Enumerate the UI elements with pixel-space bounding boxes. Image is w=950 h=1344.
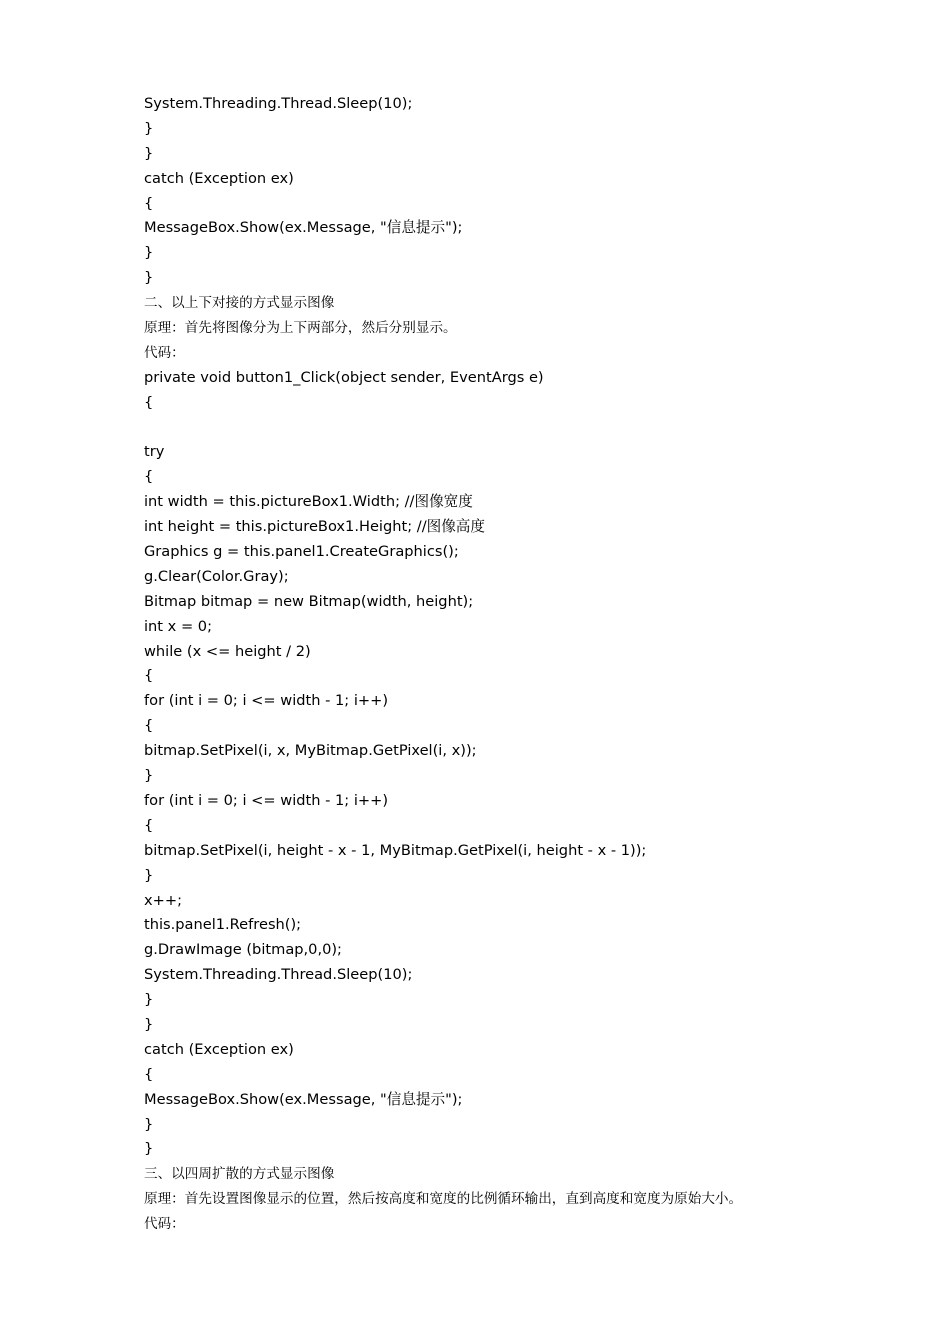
code-line: { xyxy=(144,194,154,212)
code-line: bitmap.SetPixel(i, x, MyBitmap.GetPixel(i, x)); xyxy=(144,742,477,760)
blank-line xyxy=(144,416,864,441)
code-line: } xyxy=(144,144,154,162)
code-line: x++; xyxy=(144,891,183,909)
code-line: MessageBox.Show(ex.Message, "信息提示"); xyxy=(144,1090,463,1108)
text-line: 二、以上下对接的方式显示图像 xyxy=(144,295,335,312)
code-line: } xyxy=(144,866,154,884)
code-line: private void button1_Click(object sender, EventArgs e) xyxy=(144,368,544,386)
code-line: while (x <= height / 2) xyxy=(144,642,311,660)
code-line: } xyxy=(144,244,154,262)
code-line: Bitmap bitmap = new Bitmap(width, height); xyxy=(144,592,474,610)
text-line: 代码： xyxy=(144,1216,185,1233)
code-line: { xyxy=(144,717,154,735)
code-line: MessageBox.Show(ex.Message, "信息提示"); xyxy=(144,219,463,237)
code-line: } xyxy=(144,767,154,785)
code-line: Graphics g = this.panel1.CreateGraphics(); xyxy=(144,543,459,561)
code-line: { xyxy=(144,393,154,411)
code-line: bitmap.SetPixel(i, height - x - 1, MyBitmap.GetPixel(i, height - x - 1)); xyxy=(144,841,647,859)
code-line: } xyxy=(144,119,154,137)
code-line: g.Clear(Color.Gray); xyxy=(144,567,289,585)
code-line: System.Threading.Thread.Sleep(10); xyxy=(144,95,413,112)
code-line: catch (Exception ex) xyxy=(144,1040,294,1058)
code-line: for (int i = 0; i <= width - 1; i++) xyxy=(144,791,389,809)
text-line: 原理：首先将图像分为上下两部分，然后分别显示。 xyxy=(144,320,457,337)
code-line: } xyxy=(144,1015,154,1033)
code-line: for (int i = 0; i <= width - 1; i++) xyxy=(144,692,389,710)
document-body xyxy=(144,92,864,1237)
text-line: 三、以四周扩散的方式显示图像 xyxy=(144,1166,335,1183)
code-line: { xyxy=(144,816,154,834)
code-line: g.DrawImage (bitmap,0,0); xyxy=(144,941,342,959)
code-line: try xyxy=(144,443,165,461)
code-line: int x = 0; xyxy=(144,617,213,635)
code-line: } xyxy=(144,1140,154,1158)
text-line: 代码： xyxy=(144,344,185,361)
code-line: { xyxy=(144,468,154,486)
code-line: this.panel1.Refresh(); xyxy=(144,916,302,934)
code-line: int height = this.pictureBox1.Height; //图像高度 xyxy=(144,518,485,536)
code-line: { xyxy=(144,1065,154,1083)
text-line: 原理：首先设置图像显示的位置，然后按高度和宽度的比例循环输出，直到高度和宽度为原始大小。 xyxy=(144,1191,743,1208)
code-line: catch (Exception ex) xyxy=(144,169,294,187)
code-line: } xyxy=(144,1115,154,1133)
code-line: } xyxy=(144,991,154,1009)
code-line: { xyxy=(144,667,154,685)
code-line: } xyxy=(144,269,154,287)
code-line: System.Threading.Thread.Sleep(10); xyxy=(144,966,413,984)
code-line: int width = this.pictureBox1.Width; //图像宽度 xyxy=(144,493,473,511)
